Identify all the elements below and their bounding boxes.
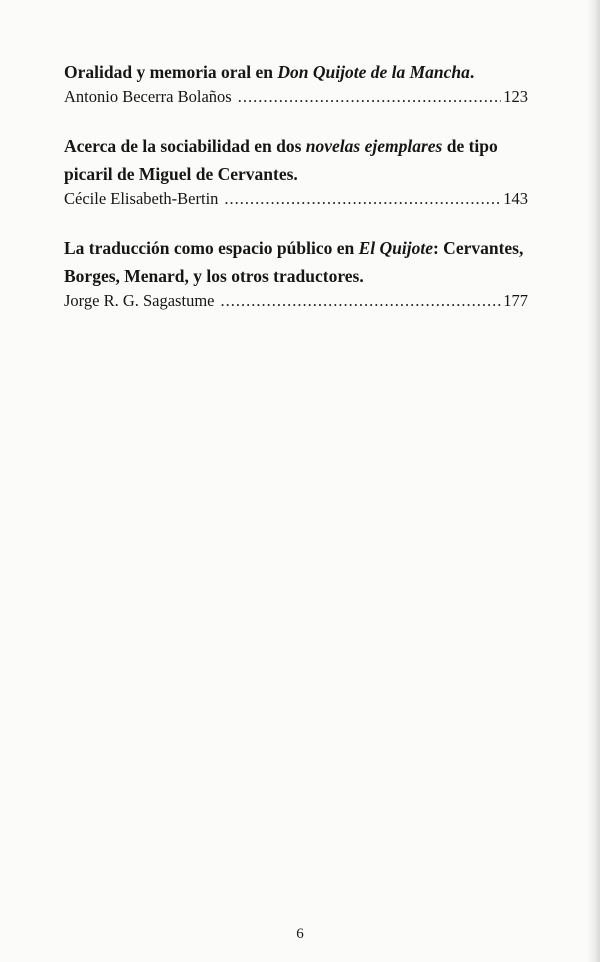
title-italic-work: Don Quijote de la Mancha <box>277 62 470 82</box>
toc-entry-author-line <box>64 290 528 312</box>
title-italic-work: El Quijote <box>358 238 433 258</box>
page-number: 143 <box>503 189 528 208</box>
title-text: . <box>469 62 475 82</box>
toc-entry-title <box>64 132 528 188</box>
author-name: Cécile Elisabeth-Bertin <box>64 189 219 208</box>
title-text: : Cervantes, Borges, Menard, y los otros traductores. <box>64 238 524 286</box>
author-name: Jorge R. G. Sagastume <box>64 291 215 310</box>
page-number-footer: 6 <box>296 926 304 942</box>
toc-entry-author-line <box>64 86 528 108</box>
dot-leader <box>224 188 501 210</box>
toc-entry <box>64 58 528 108</box>
toc-entry-title <box>64 58 528 86</box>
toc-entry-author-line <box>64 188 528 210</box>
author-name: Antonio Becerra Bolaños <box>64 87 232 106</box>
toc-entry <box>64 234 528 312</box>
page-number: 177 <box>503 291 528 310</box>
title-text: La traducción como espacio público en <box>64 238 359 258</box>
title-text: Acerca de la sociabilidad en dos <box>64 136 306 156</box>
title-text: Oralidad y memoria oral en <box>64 62 278 82</box>
toc-entry-title <box>64 234 528 290</box>
title-italic-work: novelas ejemplares <box>305 136 443 156</box>
dot-leader <box>238 86 502 108</box>
title-text: de tipo picaril de Miguel de Cervantes. <box>64 136 498 184</box>
page-number: 123 <box>503 87 528 106</box>
dot-leader <box>220 290 501 312</box>
toc-entry <box>64 132 528 210</box>
page-edge-shadow <box>586 0 600 962</box>
table-of-contents <box>64 58 528 312</box>
